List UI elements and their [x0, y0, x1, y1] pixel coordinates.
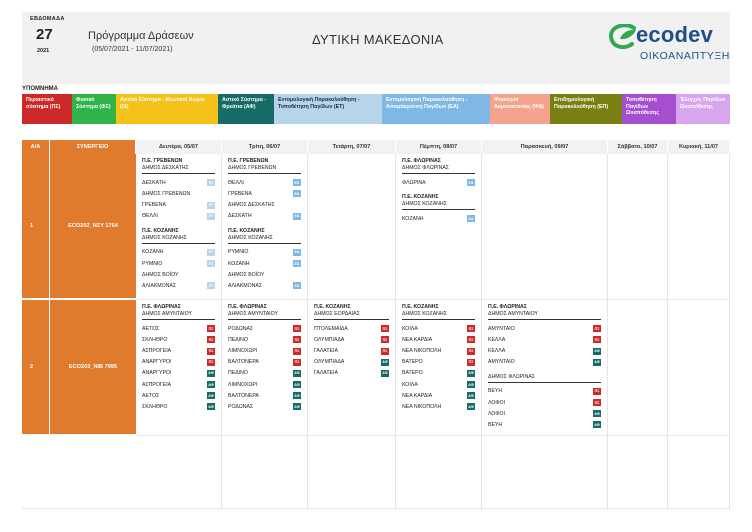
logo-subtitle: ΟΙΚΟΑΝΑΠΤΥΞΗ	[640, 50, 730, 62]
activity-badge: ΕΑ	[294, 261, 300, 266]
activity-badge: ΕΤ	[208, 261, 214, 266]
location-name: ΝΕΑ ΚΑΡΔΙΑ	[402, 336, 433, 343]
regional-unit: Π.Ε. ΦΛΩΡΙΝΑΣ	[228, 304, 267, 310]
location-entry	[228, 269, 301, 280]
activity-badge: ΑΦ	[382, 360, 388, 365]
location-entry	[142, 334, 215, 345]
activity-badge: ΠΣ	[208, 349, 214, 353]
location-name: ΝΕΑ ΝΙΚΟΠΟΛΗ	[402, 348, 442, 354]
activity-badge: ΠΣ	[208, 337, 214, 342]
municipality: ΔΗΜΟΣ ΔΕΣΚΑΤΗΣ	[142, 165, 215, 174]
location-entry	[488, 357, 601, 368]
header-day: Παρασκευή, 09/07	[482, 140, 608, 154]
activity-badge: ΑΦ	[208, 393, 214, 398]
location-name: ΠΕΔΙΝΟ	[228, 370, 248, 377]
legend-item: Αστικό Σύστημα - Φρεάτια (ΑΦ)	[218, 94, 274, 124]
municipality: ΔΗΜΟΣ ΚΟΖΑΝΗΣ	[142, 235, 215, 244]
location-name: ΔΗΜΟΣ ΔΕΣΚΑΤΗΣ	[228, 202, 275, 208]
activity-badge: ΠΣ	[382, 326, 388, 331]
day-cell	[136, 154, 222, 300]
location-entry	[402, 368, 475, 379]
location-name: ΑΕΤΟΣ	[142, 392, 160, 399]
header-day: Δευτέρα, 05/07	[136, 140, 222, 154]
regional-unit: Π.Ε. ΦΛΩΡΙΝΑΣ	[402, 158, 441, 164]
location-name: ΑΣΠΡΟΓΕΙΑ	[142, 348, 172, 354]
location-name: ΑΕΤΟΣ	[142, 325, 160, 332]
activity-badge: ΕΑ	[294, 214, 300, 219]
activity-badge: ΑΦ	[294, 404, 300, 409]
day-cell	[136, 300, 222, 436]
location-entry	[314, 323, 389, 334]
municipality: ΔΗΜΟΣ ΑΜΥΝΤΑΙΟΥ	[142, 311, 215, 320]
activity-badge: ΠΣ	[468, 360, 474, 365]
location-entry	[142, 401, 215, 412]
location-name: ΑΝΑΡΓΥΡΟΙ	[142, 359, 172, 366]
activity-badge: ΠΣ	[594, 326, 600, 331]
location-entry	[142, 269, 215, 280]
regional-unit: Π.Ε. ΚΟΖΑΝΗΣ	[142, 227, 179, 234]
location-entry	[488, 397, 601, 408]
day-cell	[396, 154, 482, 300]
location-entry	[142, 379, 215, 390]
location-name: ΚΟΙΛΑ	[402, 325, 418, 332]
week-number: 27	[36, 26, 53, 43]
location-name: ΡΟΔΩΝΑΣ	[228, 325, 254, 332]
day-cell	[308, 154, 396, 300]
team-code: ECO203_NIB 7995	[50, 300, 136, 436]
header-day: Πέμπτη, 08/07	[396, 140, 482, 154]
location-name: ΝΕΑ ΚΑΡΔΙΑ	[402, 392, 433, 399]
activity-badge: ΑΦ	[594, 422, 600, 427]
municipality: ΔΗΜΟΣ ΑΜΥΝΤΑΙΟΥ	[488, 311, 601, 320]
location-name: ΔΕΣΚΑΤΗ	[142, 179, 166, 186]
location-entry	[228, 401, 301, 412]
location-entry	[142, 211, 215, 222]
location-entry	[142, 199, 215, 210]
location-name: ΣΚΛΗΘΡΟ	[142, 336, 168, 343]
location-name: ΛΙΜΝΟΧΩΡΙ	[228, 381, 258, 388]
location-name: ΡΟΔΩΝΑΣ	[228, 403, 254, 410]
activity-badge: ΑΦ	[208, 382, 214, 387]
location-name: ΝΕΑ ΝΙΚΟΠΟΛΗ	[402, 403, 442, 410]
activity-badge: ΑΦ	[294, 382, 300, 387]
location-name: ΑΛΙΑΚΜΟΝΑΣ	[142, 282, 177, 289]
location-name: ΘΕΛΛΙ	[142, 213, 158, 220]
location-entry	[228, 199, 301, 210]
activity-badge: ΕΤ	[208, 283, 214, 288]
regional-unit: Π.Ε. ΓΡΕΒΕΝΩΝ	[228, 158, 269, 164]
activity-badge: ΑΦ	[208, 371, 214, 376]
location-name: ΑΜΥΝΤΑΙΟ	[488, 325, 515, 332]
day-cell	[608, 154, 668, 300]
day-cell	[482, 154, 608, 300]
location-name: ΟΛΥΜΠΙΑΔΑ	[314, 336, 345, 343]
ecodev-logo	[608, 22, 730, 72]
legend-item: Έλεγχος Παγίδων Ωοαπόθεσης	[676, 94, 730, 124]
activity-badge: ΑΦ	[468, 371, 474, 376]
schedule-table	[22, 140, 730, 510]
activity-badge: ΠΣ	[468, 349, 474, 353]
location-entry	[142, 323, 215, 334]
regional-unit: Π.Ε. ΚΟΖΑΝΗΣ	[402, 304, 439, 310]
legend-item: Εντομολογική Παρακολούθηση - Τοποθέτηση Παγίδων (ΕΤ)	[274, 94, 382, 124]
region-section	[142, 158, 215, 222]
activity-badge: ΑΦ	[208, 404, 214, 409]
location-entry	[488, 386, 601, 397]
location-name: ΓΡΕΒΕΝΑ	[228, 190, 252, 197]
location-entry	[142, 390, 215, 401]
location-entry	[402, 379, 475, 390]
row-number: 1	[22, 154, 50, 300]
header-aa: Α/Α	[22, 140, 50, 154]
activity-badge: ΠΣ	[294, 337, 300, 342]
location-name: ΣΚΛΗΘΡΟ	[142, 403, 168, 410]
header-synergeio: ΣΥΝΕΡΓΕΙΟ	[50, 140, 136, 154]
location-name: ΚΟΖΑΝΗ	[228, 260, 250, 267]
location-entry	[228, 211, 301, 222]
activity-badge: ΑΦ	[294, 393, 300, 398]
location-name: ΠΤΟΛΕΜΑΪΔΑ	[314, 325, 348, 332]
region-title: ΔΥΤΙΚΗ ΜΑΚΕΔΟΝΙΑ	[312, 32, 444, 47]
activity-badge: ΠΣ	[382, 349, 388, 353]
empty-day-cell	[668, 436, 730, 510]
day-cell	[668, 154, 730, 300]
region-section	[402, 194, 475, 224]
legend-item: Φυσικό Σύστημα (ΦΣ)	[72, 94, 116, 124]
legend-item: Περιαστικό σύστημα (ΠΣ)	[22, 94, 72, 124]
activity-badge: ΕΑ	[294, 191, 300, 196]
location-name: ΡΥΜΝΙΟ	[142, 260, 163, 267]
region-section	[142, 304, 215, 413]
activity-badge: ΠΣ	[294, 326, 300, 331]
location-name: ΒΕΥΗ	[488, 421, 503, 428]
empty-day-cell	[482, 436, 608, 510]
activity-badge: ΑΦ	[468, 382, 474, 387]
activity-badge: ΕΑ	[468, 216, 474, 221]
empty-day-cell	[396, 436, 482, 510]
location-name: ΒΑΛΤΟΝΕΡΑ	[228, 359, 259, 366]
location-name: ΚΕΛΛΑ	[488, 336, 506, 343]
day-cell	[222, 154, 308, 300]
leaf-c-icon	[608, 24, 638, 50]
activity-badge: ΕΤ	[208, 250, 214, 255]
municipality: ΔΗΜΟΣ ΚΟΖΑΝΗΣ	[402, 201, 475, 210]
municipality: ΔΗΜΟΣ ΓΡΕΒΕΝΩΝ	[228, 165, 301, 174]
location-name: ΚΟΙΛΑ	[402, 381, 418, 388]
header-day: Τετάρτη, 07/07	[308, 140, 396, 154]
municipality: ΔΗΜΟΣ ΚΟΖΑΝΗΣ	[402, 311, 475, 320]
location-entry	[488, 323, 601, 334]
legend-title: ΥΠΟΜΝΗΜΑ	[22, 86, 58, 92]
municipality: ΔΗΜΟΣ ΚΟΖΑΝΗΣ	[228, 235, 301, 244]
location-entry	[228, 379, 301, 390]
location-entry	[228, 357, 301, 368]
location-entry	[314, 345, 389, 356]
location-entry	[402, 345, 475, 356]
location-entry	[402, 213, 475, 224]
municipality: ΔΗΜΟΣ ΦΛΩΡΙΝΑΣ	[402, 165, 475, 174]
location-name: ΓΑΛΑΤΕΙΑ	[314, 348, 338, 354]
activity-badge: ΠΣ	[382, 337, 388, 342]
location-name: ΔΗΜΟΣ ΒΟΪΟΥ	[142, 271, 179, 278]
location-entry	[488, 345, 601, 356]
empty-row	[22, 436, 730, 510]
region-section	[228, 158, 301, 222]
location-entry	[228, 334, 301, 345]
activity-badge: ΠΣ	[468, 337, 474, 342]
activity-badge: ΠΣ	[468, 326, 474, 331]
activity-badge: ΕΑ	[468, 180, 474, 185]
location-entry	[142, 258, 215, 269]
regional-unit: Π.Ε. ΦΛΩΡΙΝΑΣ	[488, 304, 527, 310]
legend-item: Ψεκασμοί Ακμαιοκτονίας (ΨΑ)	[490, 94, 550, 124]
activity-badge: ΕΑ	[294, 180, 300, 185]
location-entry	[228, 188, 301, 199]
regional-unit: Π.Ε. ΓΡΕΒΕΝΩΝ	[142, 158, 183, 164]
location-entry	[142, 345, 215, 356]
location-name: ΒΕΥΗ	[488, 388, 503, 395]
program-title: Πρόγραμμα Δράσεων	[88, 30, 194, 42]
location-entry	[142, 247, 215, 258]
location-entry	[314, 357, 389, 368]
region-section	[402, 304, 475, 413]
location-entry	[488, 408, 601, 419]
activity-badge: ΑΦ	[382, 371, 388, 376]
location-name: ΑΣΠΡΟΓΕΙΑ	[142, 381, 172, 388]
location-entry	[402, 323, 475, 334]
table-row	[22, 300, 730, 436]
location-entry	[402, 357, 475, 368]
activity-badge: ΠΣ	[594, 400, 600, 405]
location-name: ΒΑΤΕΡΟ	[402, 370, 423, 377]
location-entry	[228, 368, 301, 379]
region-section	[228, 304, 301, 413]
location-name: ΟΛΥΜΠΙΑΔΑ	[314, 359, 345, 366]
region-section	[314, 304, 389, 379]
header-day: Σάββατο, 10/07	[608, 140, 668, 154]
program-dates: (05/07/2021 - 11/07/2021)	[92, 46, 173, 53]
region-section	[228, 228, 301, 292]
empty-day-cell	[608, 436, 668, 510]
week-year: 2021	[37, 48, 50, 54]
activity-badge: ΑΦ	[594, 411, 600, 416]
day-cell	[482, 300, 608, 436]
location-name: ΑΝΑΡΓΥΡΟΙ	[142, 370, 172, 377]
activity-badge: ΠΣ	[294, 349, 300, 353]
location-name: ΠΕΔΙΝΟ	[228, 336, 248, 343]
activity-badge: ΕΑ	[294, 283, 300, 288]
municipality: ΔΗΜΟΣ ΑΜΥΝΤΑΙΟΥ	[228, 311, 301, 320]
location-entry	[488, 419, 601, 430]
empty-day-cell	[308, 436, 396, 510]
header-band	[22, 12, 730, 84]
empty-day-cell	[136, 436, 222, 510]
activity-badge: ΕΑ	[294, 250, 300, 255]
location-entry	[402, 334, 475, 345]
activity-badge: ΕΤ	[208, 214, 214, 219]
team-code: ECO202_NZY 1764	[50, 154, 136, 300]
location-name: ΛΟΦΟΙ	[488, 410, 506, 417]
legend-item: Επιδημιολογική Παρακολούθηση (ΕΠ)	[550, 94, 622, 124]
location-entry	[228, 280, 301, 291]
location-name: ΔΗΜΟΣ ΓΡΕΒΕΝΩΝ	[142, 190, 191, 197]
location-name: ΓΑΛΑΤΕΙΑ	[314, 370, 338, 377]
location-name: ΡΥΜΝΙΟ	[228, 249, 249, 256]
location-name: ΒΑΛΤΟΝΕΡΑ	[228, 392, 259, 399]
activity-badge: ΠΣ	[208, 326, 214, 331]
day-cell	[308, 300, 396, 436]
location-entry	[488, 334, 601, 345]
activity-badge: ΕΤ	[208, 203, 214, 207]
regional-unit: Π.Ε. ΚΟΖΑΝΗΣ	[228, 227, 265, 234]
empty-day-cell	[222, 436, 308, 510]
activity-badge: ΕΤ	[208, 180, 214, 185]
region-section	[142, 228, 215, 292]
day-cell	[608, 300, 668, 436]
regional-unit: Π.Ε. ΦΛΩΡΙΝΑΣ	[142, 304, 181, 310]
header-day: Κυριακή, 11/07	[668, 140, 730, 154]
location-entry	[314, 334, 389, 345]
day-cell	[222, 300, 308, 436]
activity-badge: ΑΦ	[594, 360, 600, 365]
location-entry	[142, 177, 215, 188]
week-label: ΕΒΔΟΜΑΔΑ	[30, 16, 65, 22]
location-name: ΚΕΛΛΑ	[488, 348, 506, 354]
location-name: ΦΛΩΡΙΝΑ	[402, 179, 426, 186]
activity-badge: ΠΣ	[594, 389, 600, 394]
location-entry	[402, 401, 475, 412]
location-entry	[402, 177, 475, 188]
location-name: ΑΜΥΝΤΑΙΟ	[488, 359, 515, 366]
activity-badge: ΠΣ	[294, 360, 300, 365]
location-name: ΔΕΣΚΑΤΗ	[228, 213, 252, 220]
location-name: ΘΕΛΛΙ	[228, 179, 244, 186]
activity-badge: ΠΣ	[594, 337, 600, 342]
location-name: ΛΟΦΟΙ	[488, 399, 506, 406]
location-entry	[142, 357, 215, 368]
location-name: ΑΛΙΑΚΜΟΝΑΣ	[228, 282, 263, 289]
table-header	[22, 140, 730, 154]
location-entry	[142, 188, 215, 199]
location-name: ΚΟΖΑΝΗ	[142, 249, 164, 256]
activity-badge: ΑΦ	[468, 393, 474, 398]
activity-badge: ΠΣ	[208, 360, 214, 365]
regional-unit: Π.Ε. ΚΟΖΑΝΗΣ	[402, 194, 439, 201]
legend	[22, 94, 730, 124]
location-entry	[402, 390, 475, 401]
location-entry	[314, 368, 389, 379]
location-name: ΒΑΤΕΡΟ	[402, 359, 423, 366]
location-entry	[228, 247, 301, 258]
location-entry	[228, 323, 301, 334]
day-cell	[668, 300, 730, 436]
location-name: ΚΟΖΑΝΗ	[402, 215, 424, 222]
regional-unit: Π.Ε. ΚΟΖΑΝΗΣ	[314, 304, 351, 310]
activity-badge: ΑΦ	[468, 404, 474, 409]
location-entry	[228, 345, 301, 356]
table-bottom-rule	[22, 508, 730, 509]
day-cell	[396, 300, 482, 436]
location-name: ΛΙΜΝΟΧΩΡΙ	[228, 348, 258, 354]
header-day: Τρίτη, 06/07	[222, 140, 308, 154]
legend-item: Αστικό Σύστημα - Ιδιωτικοί Χώροι (ΙΧ)	[116, 94, 218, 124]
location-entry	[228, 177, 301, 188]
location-name: ΓΡΕΒΕΝΑ	[142, 202, 166, 208]
location-entry	[142, 280, 215, 291]
table-row	[22, 154, 730, 300]
logo-wordmark: ecodev	[636, 22, 714, 47]
location-name: ΔΗΜΟΣ ΒΟΪΟΥ	[228, 271, 265, 278]
activity-badge: ΑΦ	[594, 349, 600, 353]
legend-item: Εντομολογική Παρακολούθηση - Απομάκρυνση Παγίδων (ΕΑ)	[382, 94, 490, 124]
municipality: ΔΗΜΟΣ ΦΛΩΡΙΝΑΣ	[488, 374, 601, 383]
region-section	[488, 374, 601, 431]
location-entry	[228, 390, 301, 401]
location-entry	[142, 368, 215, 379]
region-section	[402, 158, 475, 188]
region-section	[488, 304, 601, 368]
location-entry	[228, 258, 301, 269]
row-number: 2	[22, 300, 50, 436]
municipality: ΔΗΜΟΣ ΕΟΡΔΑΙΑΣ	[314, 311, 389, 320]
legend-item: Τοποθέτηση Παγίδων Ωοαπόθεσης	[622, 94, 676, 124]
activity-badge: ΑΦ	[294, 371, 300, 376]
